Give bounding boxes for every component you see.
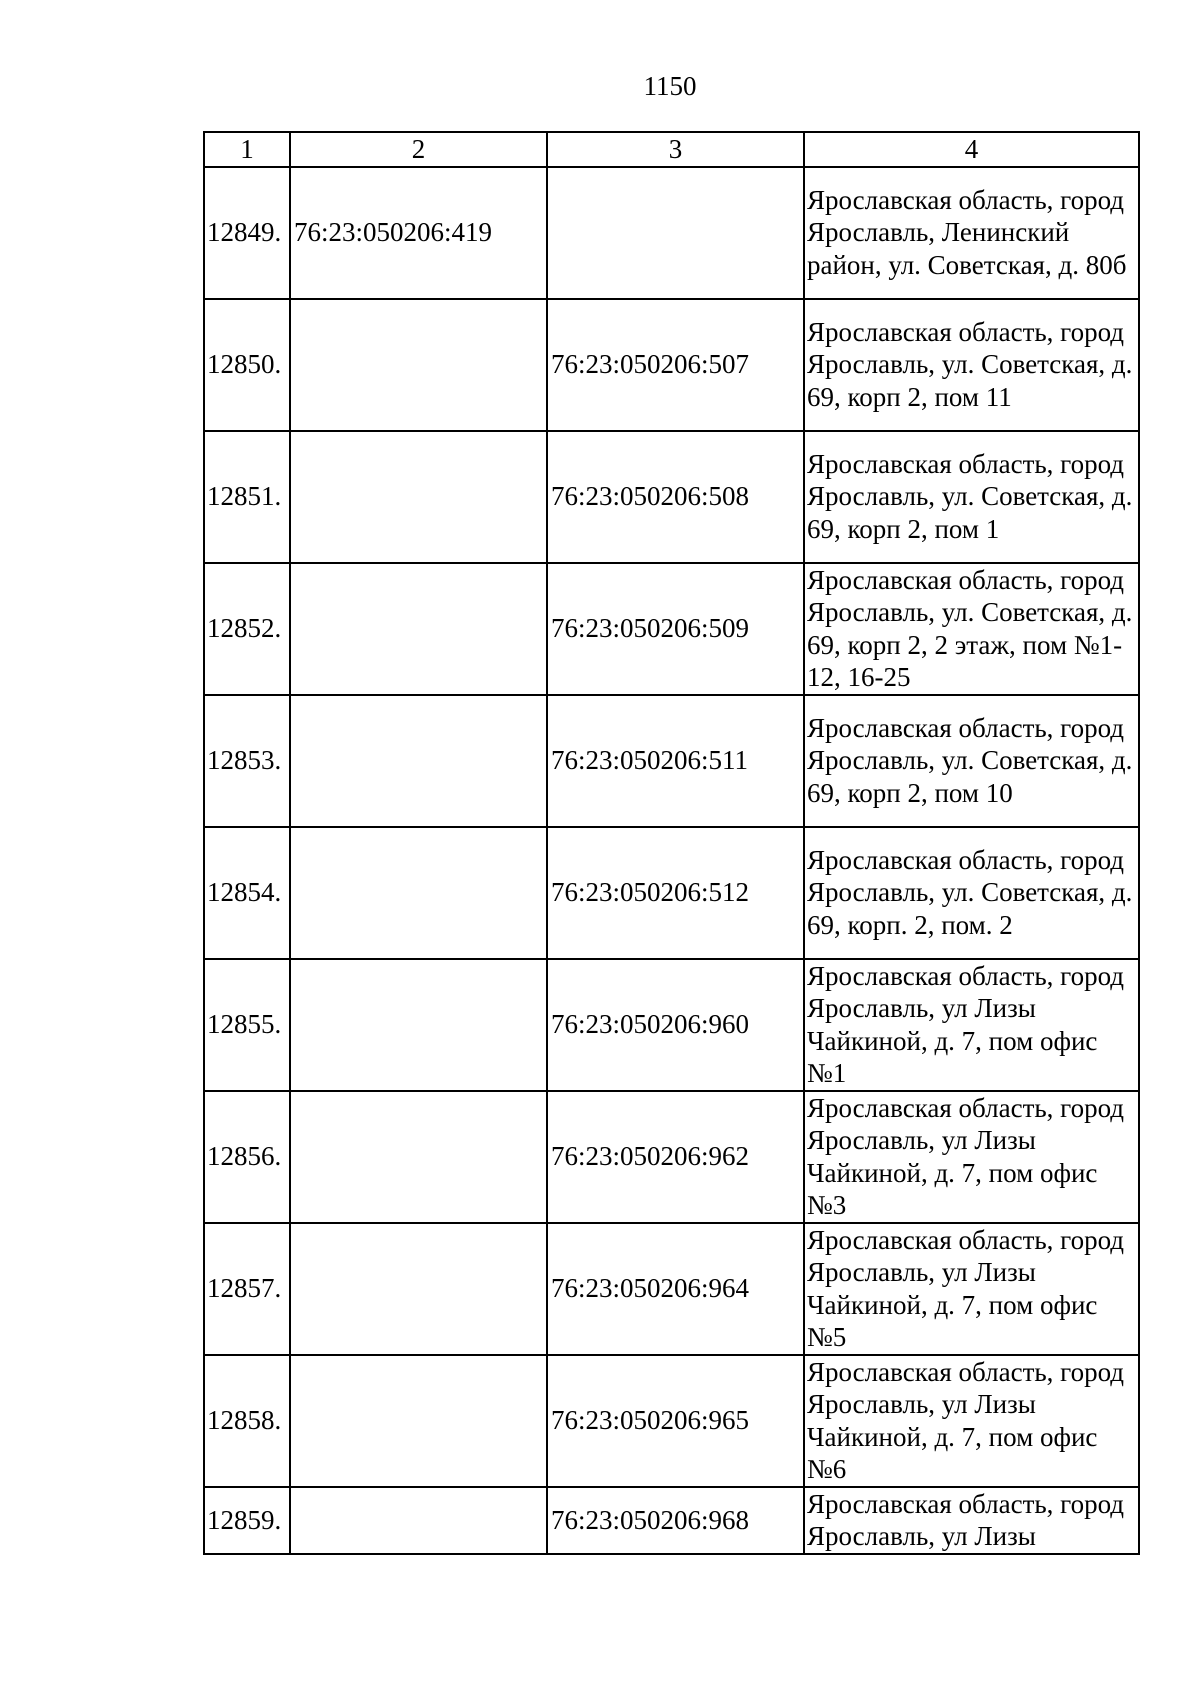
cadastral-number-cell: 76:23:050206:509 (547, 563, 804, 695)
cadastral-number-cell (290, 1487, 547, 1554)
address-cell: Ярославская область, город Ярославль, ул. Советская, д. 69, корп. 2, пом. 2 (804, 827, 1139, 959)
address-cell: Ярославская область, город Ярославль, ул. Советская, д. 69, корп 2, пом 10 (804, 695, 1139, 827)
row-number-cell: 12854. (204, 827, 290, 959)
address-cell: Ярославская область, город Ярославль, ул Лизы Чайкиной, д. 7, пом офис №6 (804, 1355, 1139, 1487)
cadastral-number-cell (290, 1355, 547, 1487)
cadastral-number-cell (547, 167, 804, 299)
cadastral-number-cell (290, 431, 547, 563)
address-cell: Ярославская область, город Ярославль, Ленинский район, ул. Советская, д. 80б (804, 167, 1139, 299)
cadastral-number-cell: 76:23:050206:964 (547, 1223, 804, 1355)
table-row (204, 299, 1139, 431)
table-row (204, 167, 1139, 299)
table-row (204, 1487, 1139, 1554)
table-row (204, 1091, 1139, 1223)
column-header-2: 2 (290, 132, 547, 167)
row-number-cell: 12858. (204, 1355, 290, 1487)
cadastral-number-cell (290, 299, 547, 431)
cadastral-number-cell: 76:23:050206:507 (547, 299, 804, 431)
address-cell: Ярославская область, город Ярославль, ул. Советская, д. 69, корп 2, пом 1 (804, 431, 1139, 563)
table-row (204, 827, 1139, 959)
table-row (204, 695, 1139, 827)
row-number-cell: 12859. (204, 1487, 290, 1554)
address-cell: Ярославская область, город Ярославль, ул Лизы Чайкиной, д. 7, пом офис №5 (804, 1223, 1139, 1355)
table-row (204, 431, 1139, 563)
row-number-cell: 12857. (204, 1223, 290, 1355)
cadastral-number-cell: 76:23:050206:968 (547, 1487, 804, 1554)
row-number-cell: 12852. (204, 563, 290, 695)
column-header-3: 3 (547, 132, 804, 167)
table-row (204, 1355, 1139, 1487)
cadastral-number-cell (290, 563, 547, 695)
address-cell: Ярославская область, город Ярославль, ул. Советская, д. 69, корп 2, 2 этаж, пом №1-12, 16-25 (804, 563, 1139, 695)
column-header-1: 1 (204, 132, 290, 167)
table-row (204, 1223, 1139, 1355)
row-number-cell: 12856. (204, 1091, 290, 1223)
address-cell: Ярославская область, город Ярославль, ул. Советская, д. 69, корп 2, пом 11 (804, 299, 1139, 431)
table-header-row (204, 132, 1139, 167)
cadastral-number-cell (290, 827, 547, 959)
cadastral-number-cell (290, 1223, 547, 1355)
cadastral-number-cell: 76:23:050206:960 (547, 959, 804, 1091)
cadastral-number-cell: 76:23:050206:508 (547, 431, 804, 563)
cadastral-number-cell: 76:23:050206:965 (547, 1355, 804, 1487)
cadastral-number-cell (290, 1091, 547, 1223)
address-cell: Ярославская область, город Ярославль, ул Лизы Чайкиной, д. 7, пом офис №1 (804, 959, 1139, 1091)
cadastral-number-cell: 76:23:050206:962 (547, 1091, 804, 1223)
table-row (204, 959, 1139, 1091)
row-number-cell: 12850. (204, 299, 290, 431)
row-number-cell: 12849. (204, 167, 290, 299)
row-number-cell: 12853. (204, 695, 290, 827)
cadastral-number-cell: 76:23:050206:512 (547, 827, 804, 959)
address-cell: Ярославская область, город Ярославль, ул Лизы (804, 1487, 1139, 1554)
cadastral-number-cell: 76:23:050206:511 (547, 695, 804, 827)
cadastral-number-cell (290, 695, 547, 827)
page-number: 1150 (643, 71, 697, 101)
row-number-cell: 12855. (204, 959, 290, 1091)
row-number-cell: 12851. (204, 431, 290, 563)
table-row (204, 563, 1139, 695)
registry-table (203, 131, 1140, 1555)
cadastral-number-cell (290, 959, 547, 1091)
column-header-4: 4 (804, 132, 1139, 167)
cadastral-number-cell: 76:23:050206:419 (290, 167, 547, 299)
address-cell: Ярославская область, город Ярославль, ул Лизы Чайкиной, д. 7, пом офис №3 (804, 1091, 1139, 1223)
